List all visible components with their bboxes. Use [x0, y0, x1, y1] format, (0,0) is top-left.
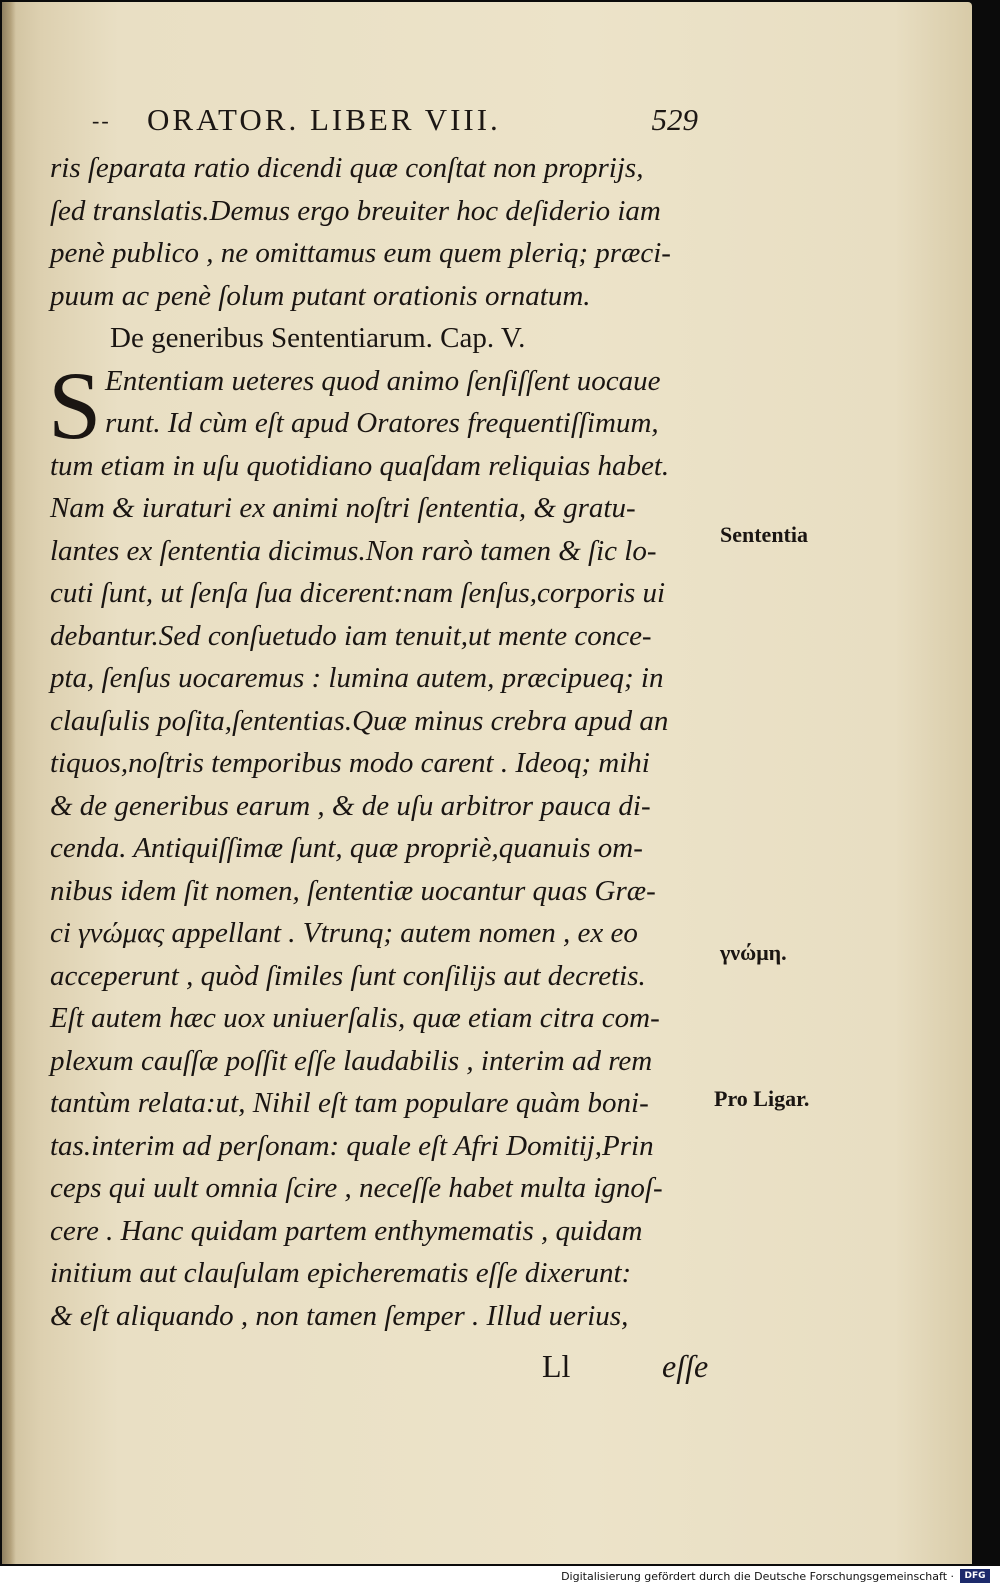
margin-note-gnome: γνώμη. [720, 940, 787, 965]
signature-mark: Ll [542, 1348, 571, 1384]
text-line: ſed translatis.Demus ergo breuiter hoc deſiderio iam [50, 194, 661, 227]
text-line: puum ac penè ſolum putant orationis ornatum. [50, 279, 591, 312]
body-text [50, 147, 712, 1337]
page-number: 529 [651, 102, 698, 137]
margin-note-pro-ligario: Pro Ligar. [714, 1086, 810, 1111]
margin-note-sententia: Sententia [720, 522, 808, 547]
text-line: cuti ſunt, ut ſenſa ſua dicerent:nam ſenſus,corporis ui [50, 577, 666, 609]
text-line: tas.interim ad perſonam: quale eſt Afri Domitij,Prin [50, 1129, 654, 1162]
text-line: acceperunt , quòd ſimiles ſunt conſilijs aut decretis. [50, 959, 646, 992]
dfg-credit-text: Digitalisierung gefördert durch die Deutsche Forschungsgemeinschaft · [561, 1570, 954, 1583]
running-header [92, 102, 712, 146]
text-line: pta, ſenſus uocaremus : lumina autem, præcipueq; in [50, 662, 664, 694]
digitization-footer [0, 1566, 1000, 1587]
chapter-heading: De generibus Sententiarum. Cap. V. [110, 322, 526, 354]
text-line: initium aut clauſulam epicherematis eſſe dixerunt: [50, 1257, 632, 1289]
text-line: tiquos,noſtris temporibus modo carent . Ideoq; mihi [50, 747, 650, 779]
text-line: nibus idem ſit nomen, ſententiæ uocantur quas Græ- [50, 874, 656, 907]
text-line: & eſt aliquando , non tamen ſemper . Illud uerius, [50, 1299, 629, 1332]
catchword: eſſe [662, 1348, 709, 1384]
page-spine-shadow [2, 2, 16, 1564]
text-line: ceps qui uult omnia ſcire , neceſſe habet multa ignoſ- [50, 1172, 663, 1204]
text-line: runt. Id cùm eſt apud Oratores frequentiſſimum, [105, 407, 659, 439]
text-line: clauſulis poſita,ſententias.Quæ minus crebra apud an [50, 704, 669, 737]
text-line: ris ſeparata ratio dicendi quæ conſtat non proprijs, [50, 152, 644, 184]
text-line: lantes ex ſententia dicimus.Non rarò tamen & ſic lo- [50, 534, 657, 567]
text-line: tum etiam in uſu quotidiano quaſdam reliquias habet. [50, 449, 670, 482]
drop-capital: S [48, 352, 102, 459]
text-line: cenda. Antiquiſſimæ ſunt, quæ propriè,quanuis om- [50, 832, 643, 864]
text-line: ci γνώμας appellant . Vtrunq; autem nomen , ex eo [50, 917, 638, 949]
text-line: Eſt autem hæc uox uniuerſalis, quæ etiam citra com- [50, 1002, 660, 1034]
text-line: Ententiam ueteres quod animo ſenſiſſent uocaue [105, 364, 661, 397]
text-line: debantur.Sed conſuetudo iam tenuit,ut mente conce- [50, 619, 652, 652]
text-line: penè publico , ne omittamus eum quem pleriq; præci- [50, 237, 671, 269]
text-line: tantùm relata:ut, Nihil eſt tam populare quàm boni- [50, 1087, 649, 1119]
text-line: & de generibus earum , & de uſu arbitror pauca di- [50, 789, 651, 822]
text-line: cere . Hanc quidam partem enthymematis , quidam [50, 1214, 643, 1247]
running-head-title: ORATOR. LIBER VIII. [147, 102, 501, 137]
header-dash: -- [92, 108, 111, 133]
text-line: Nam & iuraturi ex animi noſtri ſententia, & gratu- [50, 492, 636, 524]
book-page [2, 2, 972, 1564]
dfg-logo: DFG [960, 1569, 990, 1583]
text-line: plexum cauſſæ poſſit eſſe laudabilis , interim ad rem [50, 1044, 653, 1077]
